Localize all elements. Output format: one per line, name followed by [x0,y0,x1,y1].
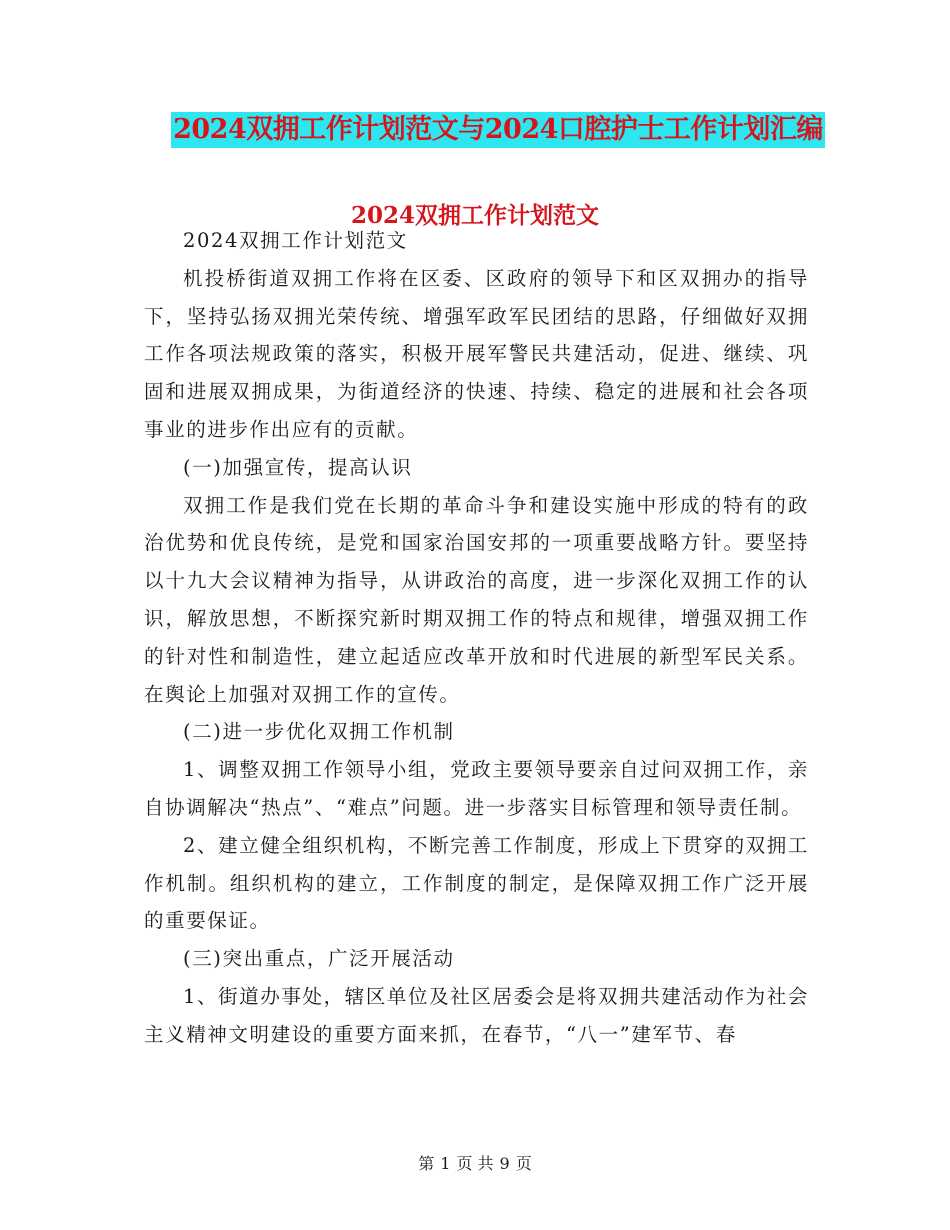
page-label-prefix: 第 [418,1154,435,1173]
page-label-mid: 页 共 [456,1154,494,1173]
page-footer [0,1152,950,1176]
page-number: 1 [440,1154,451,1173]
paragraph: 2024双拥工作计划范文 [183,229,408,252]
paragraph: 2、建立健全组织机构，不断完善工作制度，形成上下贯穿的双拥工作机制。组织机构的建立，工作制度的制定，是保障双拥工作广泛开展的重要保证。 [144,833,809,933]
section-title: 2024双拥工作计划范文 [350,202,599,229]
document-title: 2024双拥工作计划范文与2024口腔护士工作计划汇编 [171,112,825,148]
paragraph-heading: (二)进一步优化双拥工作机制 [183,720,455,744]
paragraph-heading: (一)加强宣传，提高认识 [183,455,413,479]
document-title-container [0,112,950,148]
document-body [144,222,809,1054]
paragraph: 双拥工作是我们党在长期的革命斗争和建设实施中形成的特有的政治优势和优良传统，是党和国家治国安邦的一项重要战略方针。要坚持以十九大会议精神为指导，从讲政治的高度，进一步深化双拥工作的认识，解放思想，不断探究新时期双拥工作的特点和规律，增强双拥工作的针对性和制造性，建立起适应改革开放和时代进展的新型军民关系。在舆论上加强对双拥工作的宣传。 [144,493,809,706]
paragraph: 1、调整双拥工作领导小组，党政主要领导要亲自过问双拥工作，亲自协调解决“热点”、“难点”问题。进一步落实目标管理和领导责任制。 [144,758,809,819]
paragraph: 机投桥街道双拥工作将在区委、区政府的领导下和区双拥办的指导下，坚持弘扬双拥光荣传统、增强军政军民团结的思路，仔细做好双拥工作各项法规政策的落实，积极开展军警民共建活动，促进、继续、巩固和进展双拥成果，为街道经济的快速、持续、稳定的进展和社会各项事业的进步作出应有的贡献。 [144,266,809,441]
page-label-suffix: 页 [515,1154,532,1173]
total-pages: 9 [499,1154,510,1173]
paragraph-heading: (三)突出重点，广泛开展活动 [183,947,455,971]
paragraph: 1、街道办事处，辖区单位及社区居委会是将双拥共建活动作为社会主义精神文明建设的重要方面来抓，在春节，“八一”建军节、春 [144,984,809,1046]
